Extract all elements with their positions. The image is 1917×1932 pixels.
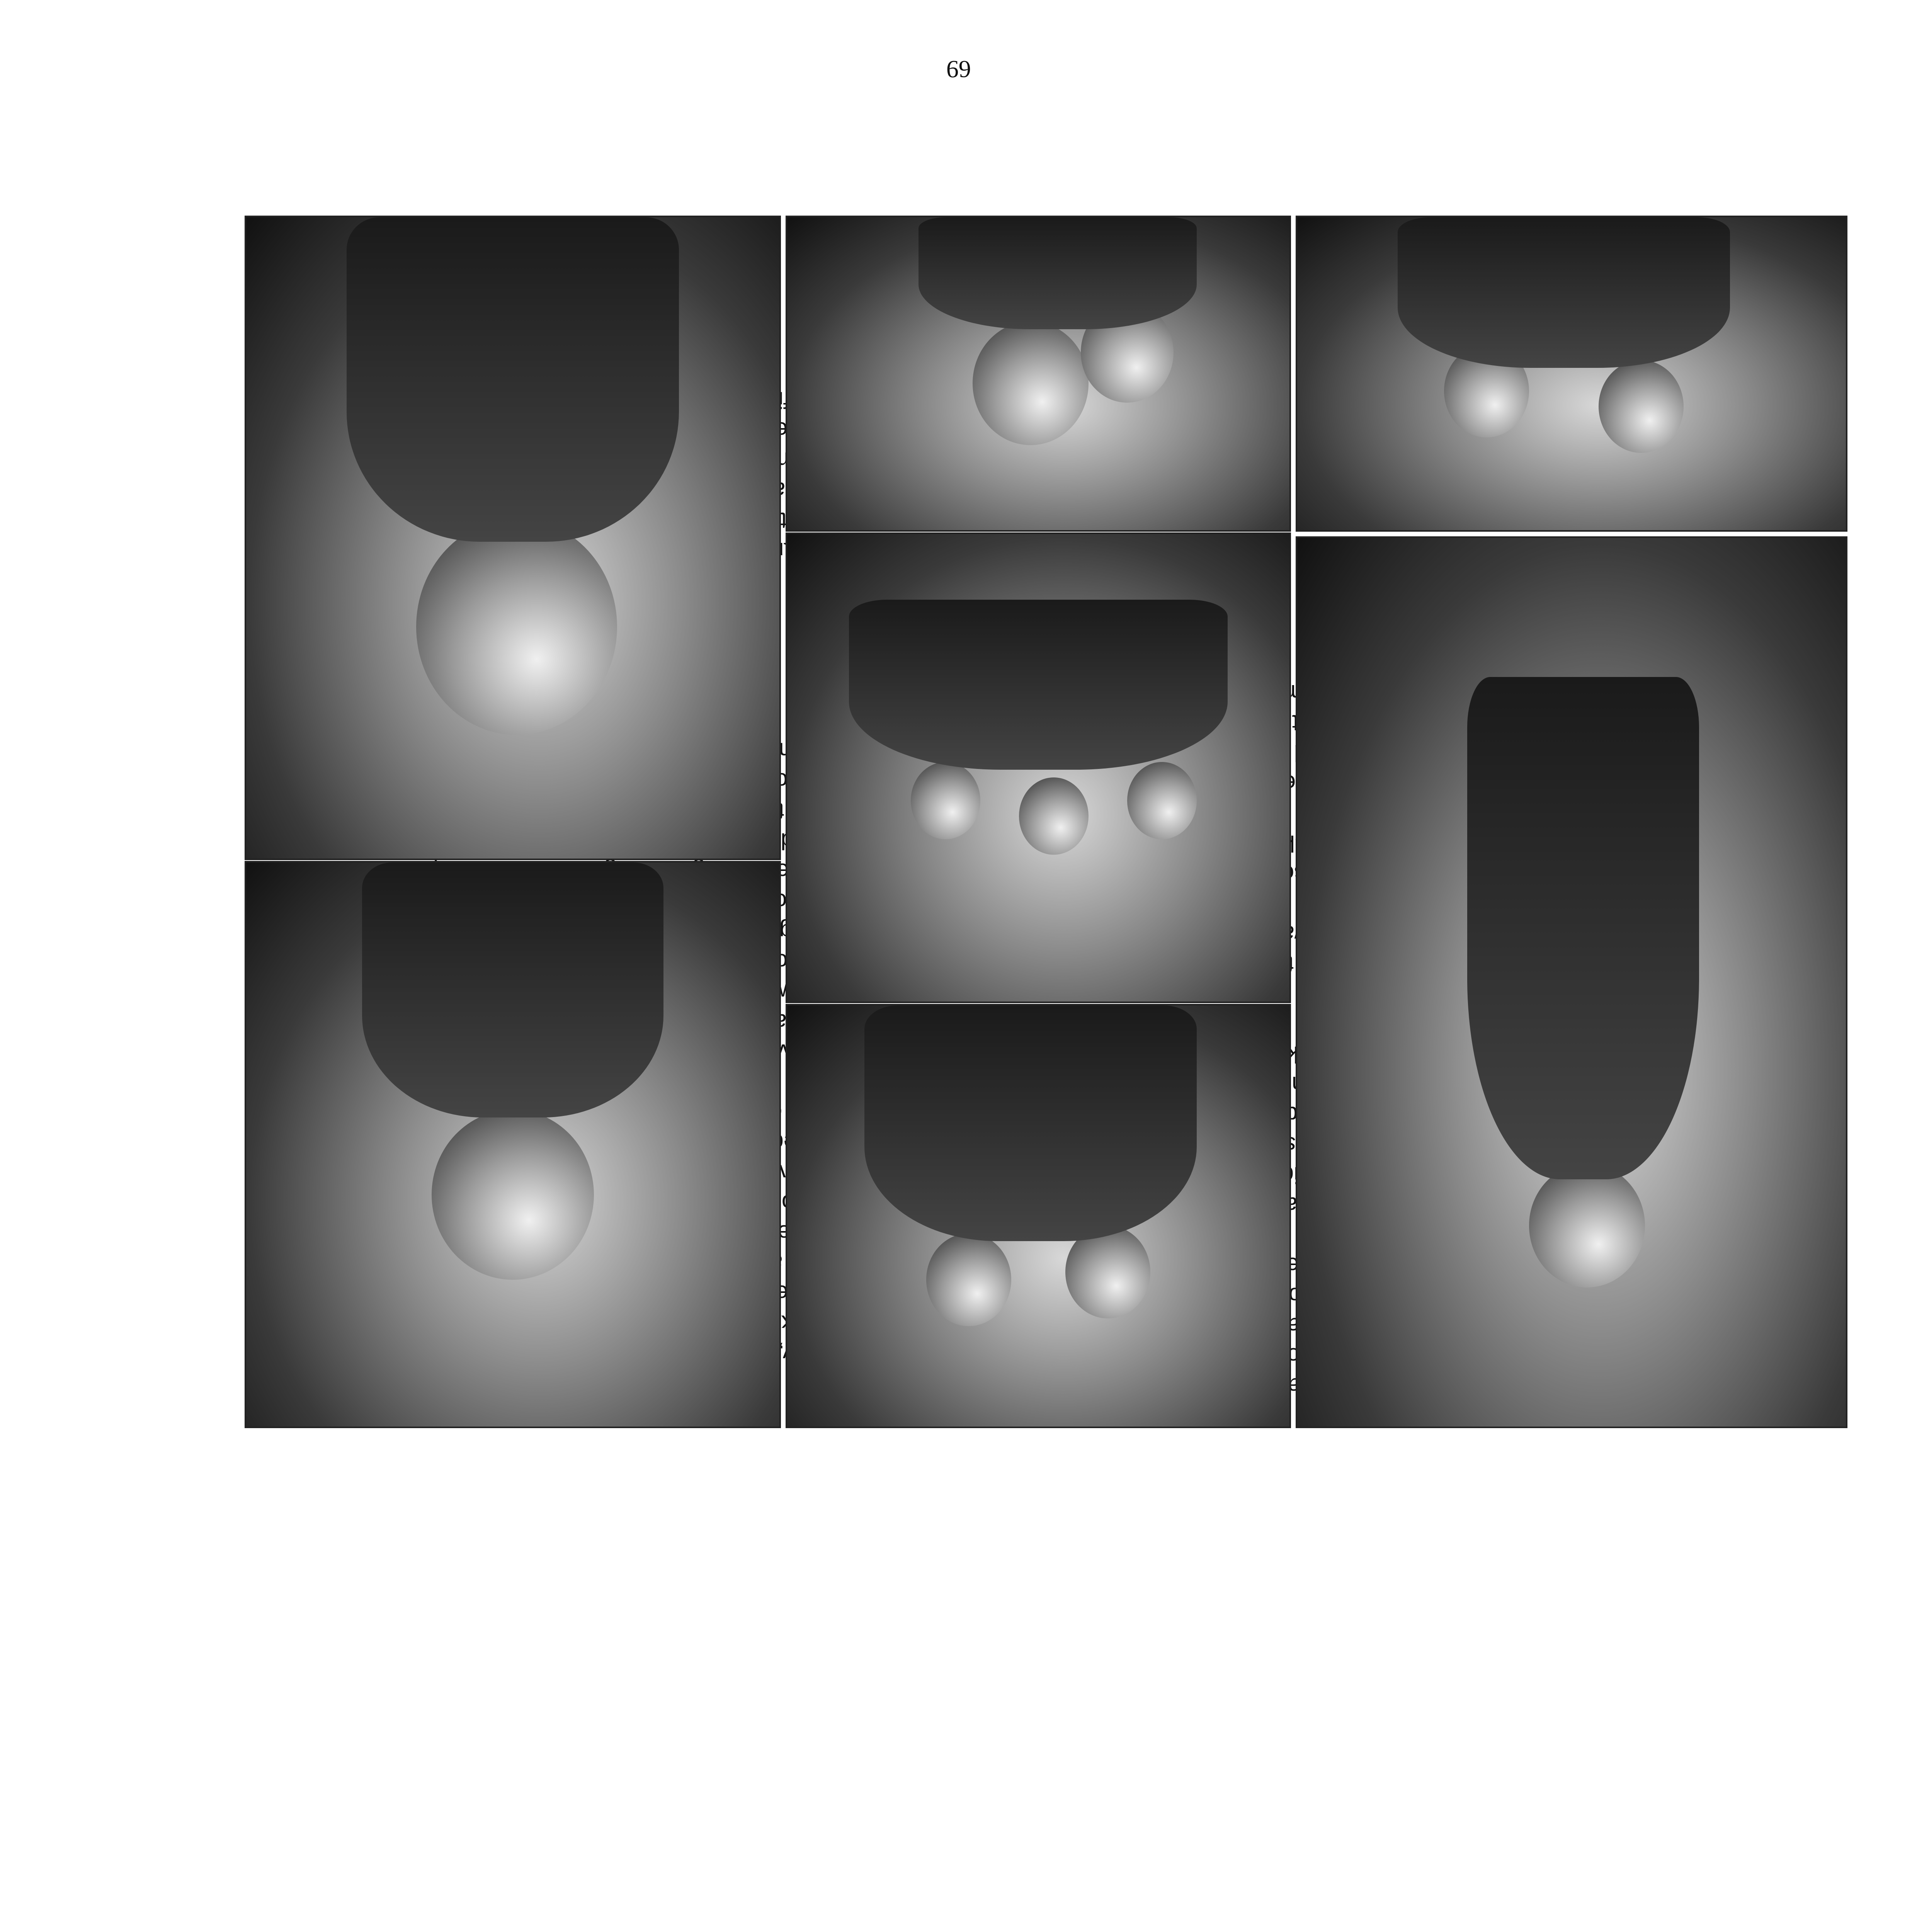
paragraph: Ram along bbox=[1262, 1283, 1320, 1399]
photo-collage bbox=[232, 211, 1847, 1428]
paragraph: that bbox=[1272, 1072, 1311, 1098]
photo-group-portrait bbox=[786, 216, 1291, 532]
page-number: 69 bbox=[946, 56, 971, 83]
photo-group-outdoors bbox=[786, 532, 1291, 1003]
photo-student-beanie bbox=[245, 216, 781, 860]
photo-students-trees bbox=[786, 1004, 1291, 1428]
photo-student-striped-top bbox=[245, 861, 781, 1428]
photo-students-tramping bbox=[1296, 216, 1847, 532]
paragraph: seven bbox=[752, 1039, 814, 1065]
paragraph: time bbox=[1271, 680, 1315, 706]
photo-student-rope bbox=[1296, 536, 1847, 1428]
